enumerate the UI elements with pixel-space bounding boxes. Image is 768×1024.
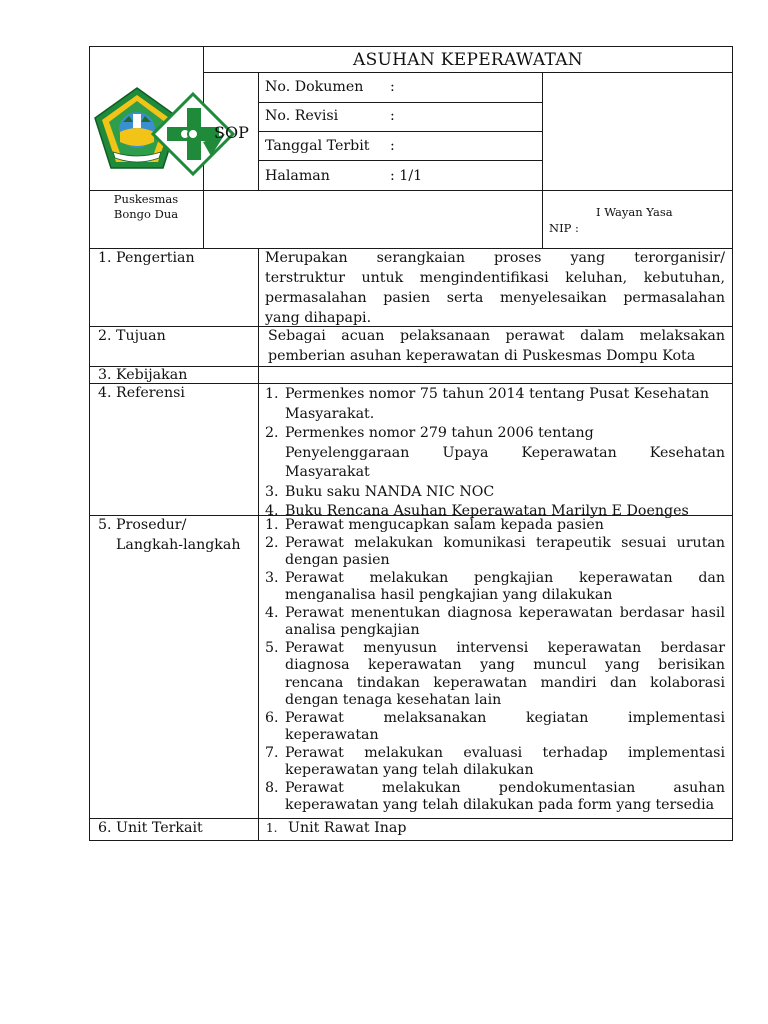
field-value-halaman: : 1/1: [390, 168, 423, 184]
list-item-number: 5.: [265, 639, 279, 656]
body-top-divider: [89, 248, 733, 249]
table-border-right: [732, 46, 733, 841]
list-item: [265, 710, 725, 745]
list-item-line: dengan pasien: [285, 552, 390, 568]
list-item-line: Perawat mengucapkan salam kepada pasien: [285, 517, 604, 533]
list-item-line: Penyelenggaraan Upaya Keperawatan Kesehatan: [285, 444, 725, 461]
list-item-number: 1.: [265, 517, 279, 533]
list-item-line: Perawat menentukan diagnosa keperawatan berdasar hasil: [285, 604, 725, 621]
unit-terkait-item: Unit Rawat Inap: [288, 820, 407, 836]
list-item-line: diagnosa keperawatan yang muncul yang berisikan: [285, 657, 725, 673]
list-item-line: menganalisa hasil pengkajian yang dilakukan: [285, 587, 613, 603]
list-item-number: 2.: [265, 534, 279, 551]
field-label-no-dokumen: No. Dokumen: [265, 79, 364, 95]
section-label-unit-terkait: 6. Unit Terkait: [98, 820, 203, 836]
unit-terkait-num: 1.: [266, 821, 278, 835]
sop-column-divider: [258, 72, 259, 191]
field-divider-1: [258, 102, 542, 103]
list-item-line: Permenkes nomor 75 tahun 2014 tentang Pusat Kesehatan: [285, 386, 710, 402]
list-item-number: 4.: [265, 604, 279, 621]
prosedur-list: [265, 517, 725, 815]
list-item-line: Masyarakat.: [285, 405, 375, 422]
list-item: [265, 605, 725, 640]
org-name-line2: Bongo Dua: [113, 207, 179, 221]
list-item-line: keperawatan: [285, 727, 379, 743]
tujuan-line: pemberian asuhan keperawatan di Puskesmas Dompu Kota: [268, 348, 696, 364]
signer-nip: NIP :: [549, 221, 579, 235]
signer-name: I Wayan Yasa: [596, 205, 673, 219]
list-item-number: 1.: [265, 386, 279, 402]
referensi-list: [265, 385, 725, 522]
field-label-no-revisi: No. Revisi: [265, 108, 339, 124]
field-label-halaman: Halaman: [265, 168, 330, 184]
list-item-line: Perawat melakukan pendokumentasian asuhan: [285, 779, 725, 796]
label-column-divider: [258, 248, 259, 841]
row-divider-pengertian: [89, 326, 733, 327]
list-item-line: Perawat melakukan evaluasi terhadap implementasi: [285, 744, 725, 761]
pengertian-line: terstruktur untuk mengindentifikasi keluhan, kebutuhan,: [265, 270, 725, 286]
list-item: [265, 570, 725, 605]
list-item-number: 7.: [265, 744, 279, 761]
list-item-line: keperawatan yang telah dilakukan pada form yang tersedia: [285, 797, 715, 813]
list-item: [265, 385, 725, 424]
list-item: [265, 745, 725, 780]
list-item-number: 8.: [265, 779, 279, 796]
list-item-line: analisa pengkajian: [285, 622, 420, 638]
field-value-no-revisi: :: [390, 108, 395, 124]
list-item-line: rencana tindakan keperawatan mandiri dan kolaborasi: [285, 674, 725, 691]
row-divider-prosedur: [89, 818, 733, 819]
table-border-top: [89, 46, 733, 47]
list-item-line: Masyarakat: [285, 464, 370, 480]
table-border-bottom: [89, 840, 733, 841]
section-label-kebijakan: 3. Kebijakan: [98, 367, 188, 383]
list-item-line: Buku Rencana Asuhan Keperawatan Marilyn E Doenges: [285, 503, 689, 519]
document-title: ASUHAN KEPERAWATAN: [353, 50, 583, 70]
section-label-pengertian: 1. Pengertian: [98, 250, 195, 266]
list-item: [265, 424, 725, 483]
list-item-line: dengan tenaga kesehatan lain: [285, 692, 502, 708]
list-item-number: 3.: [265, 569, 279, 586]
field-label-tanggal-terbit: Tanggal Terbit: [265, 138, 370, 154]
table-border-left: [89, 46, 90, 841]
header-divider: [89, 190, 733, 191]
list-item-number: 3.: [265, 483, 279, 500]
section-label-prosedur-2: Langkah-langkah: [116, 537, 241, 553]
list-item: [265, 640, 725, 710]
section-label-tujuan: 2. Tujuan: [98, 328, 166, 344]
section-label-prosedur-1: 5. Prosedur/: [98, 517, 187, 533]
list-item-number: 6.: [265, 709, 279, 726]
org-name-line1: Puskesmas: [113, 192, 179, 206]
list-item-line: Perawat melakukan pengkajian keperawatan dan: [285, 569, 725, 586]
list-item-line: Permenkes nomor 279 tahun 2006 tentang: [285, 425, 594, 441]
list-item: [265, 535, 725, 570]
field-divider-3: [258, 160, 542, 161]
list-item: [265, 517, 725, 535]
field-divider-2: [258, 131, 542, 132]
tujuan-line: Sebagai acuan pelaksanaan perawat dalam melaksakan: [268, 328, 725, 344]
list-item: [265, 483, 725, 503]
field-value-no-dokumen: :: [390, 79, 395, 95]
list-item-line: Buku saku NANDA NIC NOC: [285, 483, 495, 500]
list-item-number: 2.: [265, 425, 279, 441]
pengertian-line: permasalahan pasien serta menyelesaikan permasalahan: [265, 290, 725, 306]
list-item-line: Perawat melaksanakan kegiatan implementasi: [285, 709, 725, 726]
list-item-line: Perawat melakukan komunikasi terapeutik sesuai urutan: [285, 534, 725, 551]
field-value-tanggal-terbit: :: [390, 138, 395, 154]
fields-column-divider: [542, 72, 543, 249]
list-item: [265, 780, 725, 815]
section-label-referensi: 4. Referensi: [98, 385, 185, 401]
pengertian-line: Merupakan serangkaian proses yang terorganisir/: [265, 250, 725, 266]
list-item-number: 4.: [265, 503, 279, 519]
sop-label: SOP: [214, 123, 249, 142]
pengertian-line: yang dihapapi.: [265, 310, 372, 326]
list-item-line: keperawatan yang telah dilakukan: [285, 762, 534, 778]
list-item-line: Perawat menyusun intervensi keperawatan berdasar: [285, 639, 725, 656]
title-divider: [203, 72, 733, 73]
